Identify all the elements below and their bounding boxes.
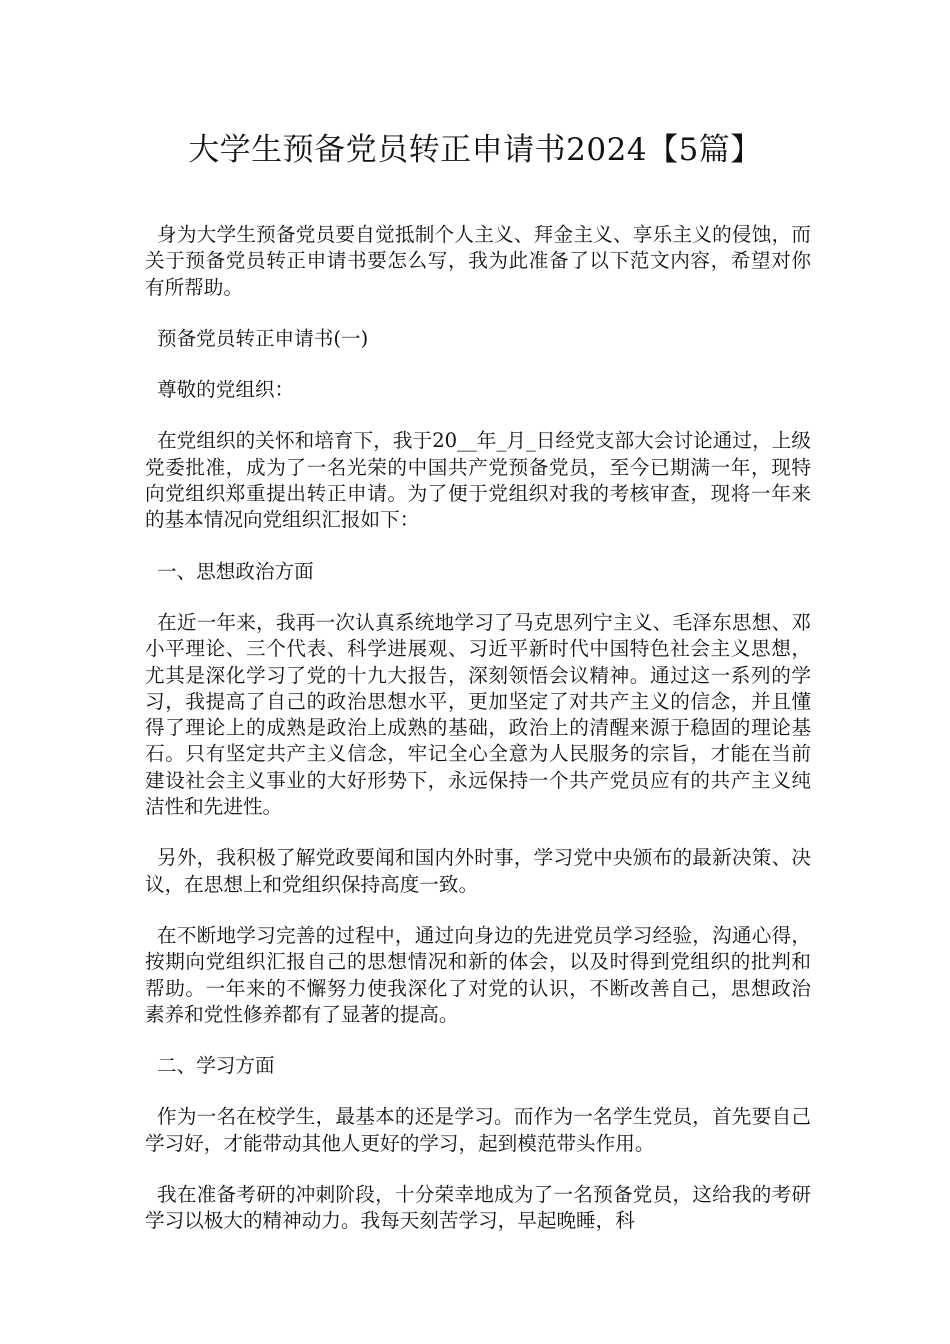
- document-body: [145, 222, 811, 1260]
- body-paragraph: 我在准备考研的冲刺阶段，十分荣幸地成为了一名预备党员，这给我的考研学习以极大的精神动力。我每天刻苦学习，早起晚睡，科: [145, 1183, 811, 1233]
- body-paragraph: 作为一名在校学生，最基本的还是学习。而作为一名学生党员，首先要自己学习好，才能带动其他人更好的学习，起到模范带头作用。: [145, 1105, 811, 1155]
- intro-paragraph: 身为大学生预备党员要自觉抵制个人主义、拜金主义、享乐主义的侵蚀，而关于预备党员转正申请书要怎么写，我为此准备了以下范文内容，希望对你有所帮助。: [145, 223, 811, 299]
- body-paragraph: 在近一年来，我再一次认真系统地学习了马克思列宁主义、毛泽东思想、邓小平理论、三个代表、科学进展观、习近平新时代中国特色社会主义思想，尤其是深化学习了党的十九大报告，深刻领悟会议精神。通过这一系列的学习，我提高了自己的政治思想水平，更加坚定了对共产主义的信念，并且懂得了理论上的成熟是政治上成熟的基础，政治上的清醒来源于稳固的理论基石。只有坚定共产主义信念，牢记全心全意为人民服务的宗旨，才能在当前建设社会主义事业的大好形势下，永远保持一个共产党员应有的共产主义纯洁性和先进性。: [145, 610, 811, 819]
- document-title: 大学生预备党员转正申请书2024【5篇】: [188, 132, 762, 168]
- salutation: 尊敬的党组织：: [157, 378, 295, 402]
- section-heading: 二、学习方面: [157, 1054, 275, 1078]
- section-title: 预备党员转正申请书(一): [157, 326, 369, 350]
- body-paragraph: 另外，我积极了解党政要闻和国内外时事，学习党中央颁布的最新决策、决议，在思想上和党组织保持高度一致。: [145, 846, 811, 896]
- body-paragraph: 在不断地学习完善的过程中，通过向身边的先进党员学习经验，沟通心得，按期向党组织汇报自己的思想情况和新的体会，以及时得到党组织的批判和帮助。一年来的不懈努力使我深化了对党的认识，不断改善自己，思想政治素养和党性修养都有了显著的提高。: [145, 923, 811, 1026]
- body-paragraph: 在党组织的关怀和培育下，我于20__年_月_日经党支部大会讨论通过，上级党委批准，成为了一名光荣的中国共产党预备党员，至今已期满一年，现特向党组织郑重提出转正申请。为了便于党组织对我的考核审查，现将一年来的基本情况向党组织汇报如下：: [145, 429, 811, 532]
- section-heading: 一、思想政治方面: [157, 559, 314, 583]
